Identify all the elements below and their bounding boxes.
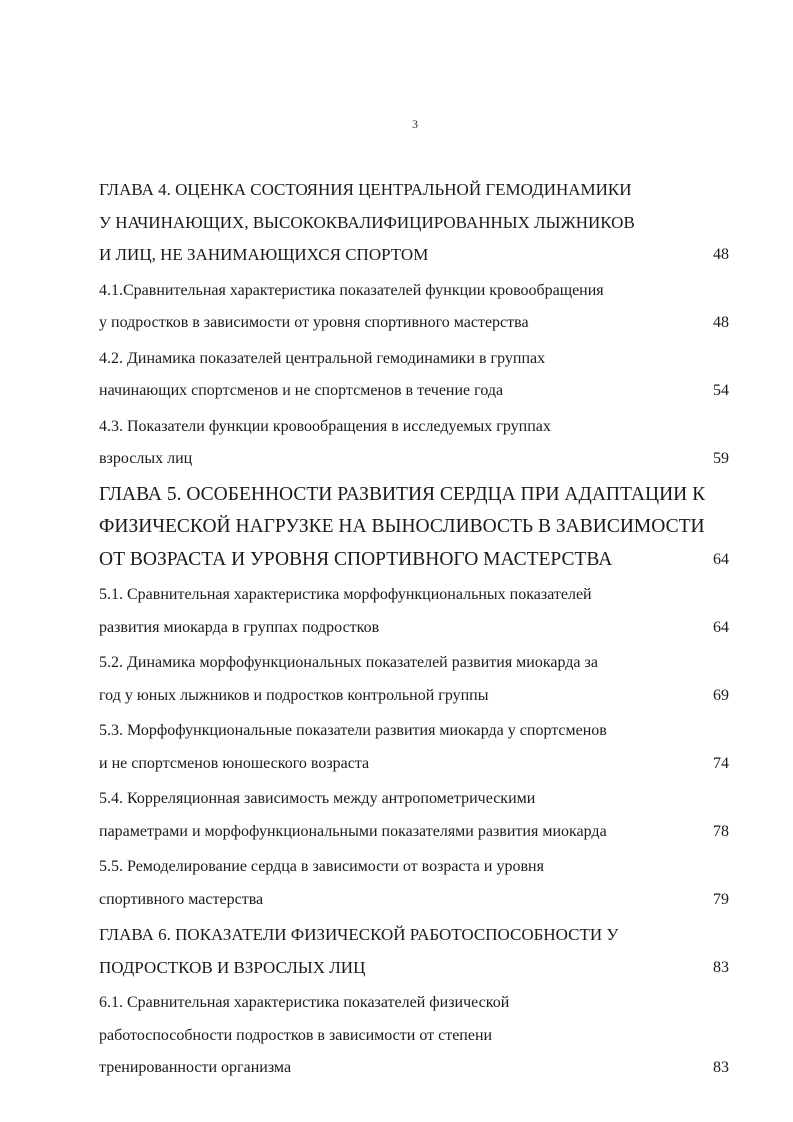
table-of-contents — [99, 174, 729, 1088]
toc-entry-line: ГЛАВА 6. ПОКАЗАТЕЛИ ФИЗИЧЕСКОЙ РАБОТОСПОСОБНОСТИ У — [99, 925, 619, 944]
toc-entry-line: работоспособности подростков в зависимости от степени — [99, 1026, 493, 1044]
toc-entry-line: ПОДРОСТКОВ И ВЗРОСЛЫХ ЛИЦ — [99, 957, 366, 977]
toc-entry-line: 6.1. Сравнительная характеристика показателей физической — [99, 994, 510, 1011]
toc-section-entry — [99, 851, 729, 916]
toc-entry-line: тренированности организма — [99, 1059, 292, 1076]
toc-entry-line: У НАЧИНАЮЩИХ, ВЫСОКОКВАЛИФИЦИРОВАННЫХ ЛЫЖНИКОВ — [99, 212, 635, 232]
toc-page-number: 79 — [713, 890, 729, 908]
toc-entry-line: и не спортсменов юношеского возраста — [99, 754, 370, 772]
toc-page-number: 83 — [713, 1059, 729, 1076]
toc-entry-line: ФИЗИЧЕСКОЙ НАГРУЗКЕ НА ВЫНОСЛИВОСТЬ В ЗАВИСИМОСТИ — [99, 516, 705, 537]
toc-section-entry — [99, 647, 729, 712]
toc-entry-line: параметрами и морфофункциональными показателями развития миокарда — [99, 822, 607, 840]
toc-page-number: 78 — [713, 822, 729, 840]
toc-section-entry — [99, 987, 729, 1085]
toc-entry-line: взрослых лиц — [99, 450, 193, 467]
toc-page-number: 48 — [713, 314, 729, 331]
toc-entry-line: 4.2. Динамика показателей центральной гемодинамики в группах — [99, 349, 546, 367]
toc-chapter-entry — [99, 919, 729, 984]
toc-entry-line: 4.1.Сравнительная характеристика показателей функции кровообращения — [99, 281, 604, 299]
toc-entry-line: год у юных лыжников и подростков контрольной группы — [99, 686, 489, 704]
toc-section-entry — [99, 411, 729, 476]
toc-chapter-entry — [99, 479, 729, 577]
toc-entry-line: 4.3. Показатели функции кровообращения в исследуемых группах — [99, 417, 551, 435]
toc-entry-line: ГЛАВА 4. ОЦЕНКА СОСТОЯНИЯ ЦЕНТРАЛЬНОЙ ГЕМОДИНАМИКИ — [99, 180, 632, 199]
toc-section-entry — [99, 343, 729, 408]
toc-entry-line: ГЛАВА 5. ОСОБЕННОСТИ РАЗВИТИЯ СЕРДЦА ПРИ АДАПТАЦИИ К — [99, 483, 706, 505]
toc-page-number: 59 — [713, 450, 729, 467]
toc-section-entry — [99, 715, 729, 780]
toc-page-number: 74 — [713, 754, 729, 772]
toc-entry-line: И ЛИЦ, НЕ ЗАНИМАЮЩИХСЯ СПОРТОМ — [99, 245, 429, 264]
toc-page-number: 48 — [713, 246, 729, 263]
toc-entry-line: 5.3. Морфофункциональные показатели развития миокарда у спортсменов — [99, 722, 607, 739]
toc-page-number: 64 — [713, 618, 729, 636]
toc-entry-line: развития миокарда в группах подростков — [99, 618, 380, 636]
toc-entry-line: спортивного мастерства — [99, 890, 264, 908]
toc-entry-line: 5.5. Ремоделирование сердца в зависимости от возраста и уровня — [99, 858, 544, 875]
toc-section-entry — [99, 275, 729, 340]
toc-entry-line: у подростков в зависимости от уровня спортивного мастерства — [99, 314, 529, 331]
toc-entry-line: начинающих спортсменов и не спортсменов в течение года — [99, 382, 504, 399]
toc-entry-line: 5.2. Динамика морфофункциональных показателей развития миокарда за — [99, 654, 598, 671]
toc-page-number: 83 — [713, 958, 729, 976]
toc-entry-line: 5.4. Корреляционная зависимость между антропометрическими — [99, 790, 536, 807]
toc-entry-line: ОТ ВОЗРАСТА И УРОВНЯ СПОРТИВНОГО МАСТЕРСТВА — [99, 548, 613, 570]
toc-chapter-entry — [99, 174, 729, 272]
page-number: 3 — [412, 117, 418, 131]
toc-page-number: 54 — [713, 382, 729, 399]
toc-section-entry — [99, 783, 729, 848]
toc-section-entry — [99, 579, 729, 644]
toc-page-number: 64 — [713, 550, 729, 568]
toc-page-number: 69 — [713, 686, 729, 704]
toc-entry-line: 5.1. Сравнительная характеристика морфофункциональных показателей — [99, 586, 592, 603]
